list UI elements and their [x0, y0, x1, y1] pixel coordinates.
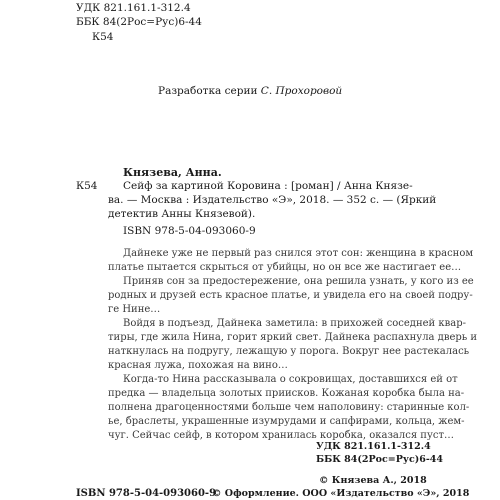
footer-isbn: ISBN 978-5-04-093060-9 — [76, 488, 217, 499]
copyright-author: © Князева А., 2018 — [319, 475, 427, 486]
abstract-line: тиры, где жила Нина, горит яркий свет. Дайнека распахнула дверь и — [108, 332, 478, 343]
abstract-line: Дайнеке уже не первый раз снился этот сон: женщина в красном — [123, 248, 474, 259]
abstract-line: Войдя в подъезд, Дайнека заметила: в прихожей соседней квар- — [123, 318, 466, 329]
record-side-code: К54 — [76, 180, 98, 192]
header-udk: УДК 821.161.1-312.4 — [76, 2, 191, 14]
header-author-code: К54 — [92, 31, 114, 43]
record-author: Князева, Анна. — [123, 166, 222, 179]
abstract-line: родных и друзей есть красное платье, и увидела его на своей подру- — [108, 290, 473, 301]
abstract-line: Приняв сон за предостережение, она решила узнать, у кого из ее — [123, 276, 474, 287]
footer-bbk: ББК 84(2Рос=Рус)6-44 — [316, 454, 444, 465]
abstract-line: чуг. Сейчас сейф, в котором хранилась коробка, оказался пуст… — [108, 430, 454, 441]
abstract-line: Когда-то Нина рассказывала о сокровищах, доставшихся ей от — [123, 374, 458, 385]
record-line: детектив Анны Князевой). — [108, 208, 256, 220]
abstract-line: платье пытается скрыться от убийцы, но он все же настигает ее… — [108, 262, 462, 273]
abstract-line: ге Нине… — [108, 304, 161, 315]
header-bbk: ББК 84(2Рос=Рус)6-44 — [76, 16, 202, 28]
abstract-line: полнена драгоценностями больше чем наполовину: старинные кол- — [108, 402, 470, 413]
abstract-line: красная лужа, похожая на вино… — [108, 360, 288, 371]
record-line: ва. — Москва : Издательство «Э», 2018. — 352 с. — (Яркий — [108, 194, 437, 206]
footer-udk: УДК 821.161.1-312.4 — [316, 441, 431, 452]
series-credit-name: С. Прохоровой — [260, 85, 343, 97]
abstract-line: ье, браслеты, украшенные изумрудами и сапфирами, кольца, жем- — [108, 416, 465, 427]
copyright-design: © Оформление. ООО «Издательство «Э», 2018 — [212, 488, 470, 499]
abstract-line: предка — владельца золотых приисков. Кожаная коробка была на- — [108, 388, 465, 399]
abstract-line: наткнулась на подругу, лежащую у порога. Вокруг нее растекалась — [108, 346, 470, 357]
record-isbn: ISBN 978-5-04-093060-9 — [123, 225, 256, 237]
record-line: Сейф за картиной Коровина : [роман] / Анна Князе- — [123, 180, 413, 192]
series-credit-prefix: Разработка серии — [158, 85, 261, 97]
series-credit — [158, 85, 342, 97]
